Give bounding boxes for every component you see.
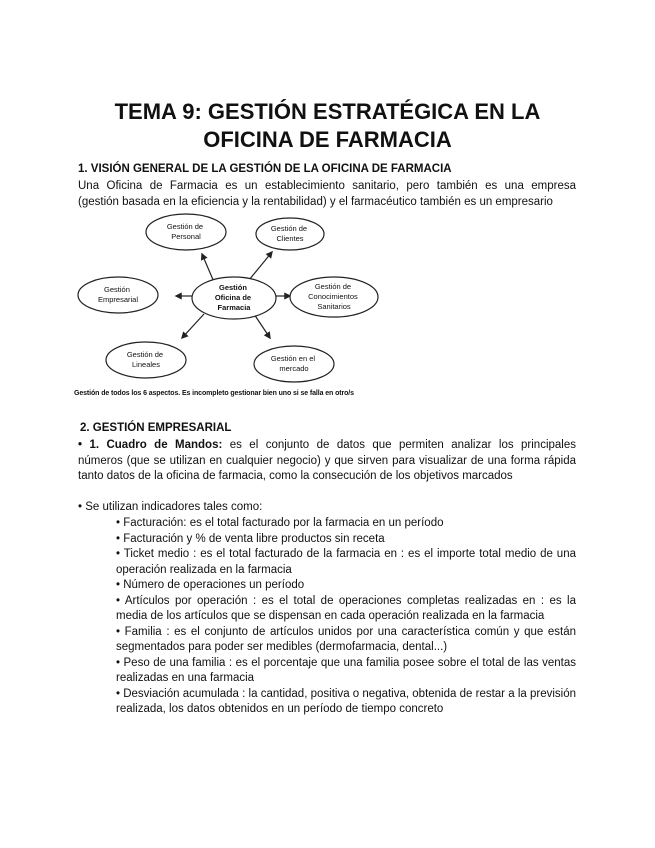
node-center-label: Gestión Oficina de Farmacia [214,283,252,312]
node-mercado-label: Gestión en el mercado [270,354,316,373]
node-conocimientos-label: Gestión de Conocimientos Sanitarios [308,282,358,311]
page-title [60,98,595,154]
title-line-2: OFICINA DE FARMACIA [203,127,452,152]
list-item: • Número de operaciones un período [116,579,305,591]
cuadro-line-1 [78,438,576,454]
intro-line-1: Una Oficina de Farmacia es un establecimiento sanitario, pero también es una empresa [78,180,576,192]
indicadores-intro: • Se utilizan indicadores tales como: [78,501,263,513]
list-item: • Familia : es el conjunto de artículos unidos por una característica común y que están segmentados para poder ser medibles (dermofarmacia, dental...) [116,625,576,653]
cuadro-label: • 1. Cuadro de Mandos: [78,439,223,451]
intro-line-2: (gestión basada en la eficiencia y la rentabilidad) y el farmacéutico también es un empresario [78,196,553,208]
section-1-intro [78,178,576,210]
section-2-heading: 2. GESTIÓN EMPRESARIAL [80,422,232,434]
list-item: • Facturación: es el total facturado por la farmacia en un período [116,517,444,529]
arrow-mercado [254,314,270,338]
indicadores-list [116,516,576,718]
title-line-1: TEMA 9: GESTIÓN ESTRATÉGICA EN LA [114,99,541,124]
arrow-lineales [182,314,204,338]
management-diagram [74,210,414,390]
node-personal-label: Gestión de Personal [166,222,204,241]
list-item: • Artículos por operación : es el total de operaciones completas realizadas en : es la media de los artículos que se dispensan en cada operación realizada en la farmacia [116,594,576,622]
node-empresarial-label: Gestión Empresarial [97,285,139,304]
diagram-caption: Gestión de todos los 6 aspectos. Es incompleto gestionar bien uno si se falla en otro/s [74,390,354,397]
arrow-clientes [249,252,272,280]
cuadro-line-1-text: es el conjunto de datos que permiten analizar los principales [222,439,576,451]
node-lineales-label: Gestión de Lineales [126,350,164,369]
cuadro-line-3: tanto datos de la oficina de farmacia, como la consecución de los objetivos marcados [78,470,513,482]
list-item: • Ticket medio : es el total facturado de la farmacia en : es el importe total medio de una operación realizada en la farmacia [116,548,576,576]
node-clientes-label: Gestión de Clientes [270,224,308,243]
cuadro-de-mandos-paragraph [78,438,576,485]
list-item: • Peso de una familia : es el porcentaje que una familia posee sobre el total de las ventas realizadas en una farmacia [116,656,576,684]
section-1-heading: 1. VISIÓN GENERAL DE LA GESTIÓN DE LA OFICINA DE FARMACIA [78,163,452,175]
cuadro-line-2: números (que se utilizan en cualquier negocio) y que sirven para visualizar de una forma rápida [78,454,576,467]
list-item: • Facturación y % de venta libre productos sin receta [116,532,385,545]
arrow-personal [202,254,214,282]
list-item: • Desviación acumulada : la cantidad, positiva o negativa, obtenida de restar a la previsión realizada, los datos obtenidos en un período de tiempo concreto [116,687,576,715]
